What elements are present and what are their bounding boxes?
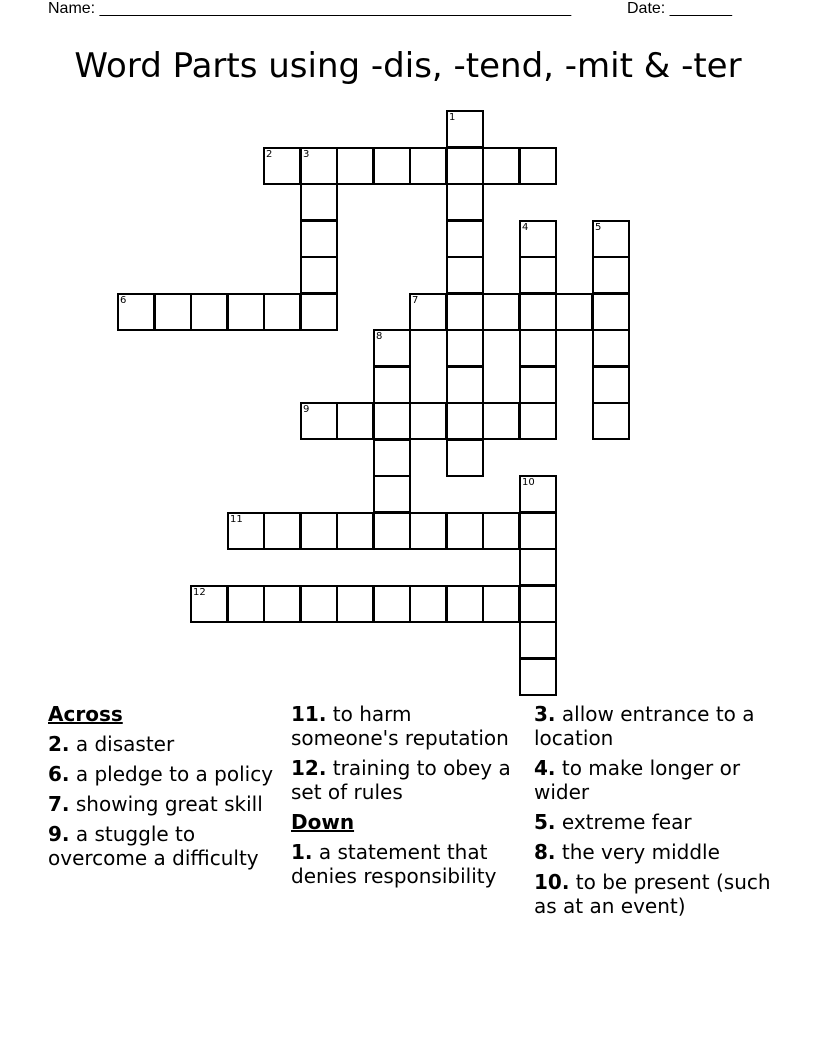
clue-text: showing great skill	[75, 792, 263, 816]
clue-text: allow entrance to a location	[534, 702, 755, 750]
grid-cell[interactable]	[592, 402, 630, 440]
clue-number: 5.	[534, 810, 556, 834]
grid-cell[interactable]	[409, 147, 447, 185]
grid-cell[interactable]	[190, 585, 228, 623]
cell-number: 11	[230, 514, 243, 525]
clue-text: a pledge to a policy	[75, 762, 274, 786]
grid-cell[interactable]	[519, 147, 557, 185]
grid-cell[interactable]	[373, 512, 411, 550]
grid-cell[interactable]	[446, 329, 484, 367]
grid-cell[interactable]	[263, 293, 301, 331]
grid-cell[interactable]	[446, 256, 484, 294]
cell-number: 12	[193, 587, 206, 598]
grid-cell[interactable]	[519, 256, 557, 294]
clue-text: to make longer or wider	[534, 756, 741, 804]
clue-number: 2.	[48, 732, 70, 756]
clue-number: 3.	[534, 702, 556, 726]
grid-cell[interactable]	[336, 512, 374, 550]
grid-cell[interactable]	[446, 402, 484, 440]
grid-cell[interactable]	[446, 147, 484, 185]
grid-cell[interactable]	[519, 220, 557, 258]
across-clue-12	[291, 756, 523, 804]
grid-cell[interactable]	[227, 585, 265, 623]
down-heading: Down	[291, 810, 355, 834]
grid-cell[interactable]	[336, 147, 374, 185]
grid-cell[interactable]	[300, 256, 338, 294]
grid-cell[interactable]	[373, 147, 411, 185]
grid-cell[interactable]	[592, 293, 630, 331]
page-title: Word Parts using -dis, -tend, -mit & -ter	[74, 46, 742, 86]
clue-number: 11.	[291, 702, 327, 726]
down-clue-10	[534, 870, 774, 918]
grid-cell[interactable]	[300, 512, 338, 550]
grid-cell[interactable]	[446, 110, 484, 148]
grid-cell[interactable]	[190, 293, 228, 331]
grid-cell[interactable]	[446, 366, 484, 404]
grid-cell[interactable]	[373, 439, 411, 477]
across-heading: Across	[48, 702, 123, 726]
grid-cell[interactable]	[373, 329, 411, 367]
grid-cell[interactable]	[263, 585, 301, 623]
date-field: Date: _______	[627, 0, 732, 17]
grid-cell[interactable]	[300, 183, 338, 221]
clues-column-1	[48, 702, 278, 876]
grid-cell[interactable]	[409, 402, 447, 440]
cell-number: 7	[412, 295, 419, 306]
grid-cell[interactable]	[446, 439, 484, 477]
grid-cell[interactable]	[154, 293, 192, 331]
down-clue-8	[534, 840, 774, 864]
clue-number: 4.	[534, 756, 556, 780]
clue-number: 6.	[48, 762, 70, 786]
grid-cell[interactable]	[227, 512, 265, 550]
grid-cell[interactable]	[519, 658, 557, 696]
cell-number: 2	[266, 149, 273, 160]
down-clue-5	[534, 810, 774, 834]
grid-cell[interactable]	[519, 329, 557, 367]
grid-cell[interactable]	[117, 293, 155, 331]
grid-cell[interactable]	[446, 183, 484, 221]
grid-cell[interactable]	[592, 366, 630, 404]
grid-cell[interactable]	[373, 475, 411, 513]
grid-cell[interactable]	[482, 512, 520, 550]
grid-cell[interactable]	[592, 329, 630, 367]
clue-number: 8.	[534, 840, 556, 864]
down-clue-1	[291, 840, 523, 888]
clue-number: 1.	[291, 840, 313, 864]
grid-cell[interactable]	[592, 256, 630, 294]
grid-cell[interactable]	[519, 293, 557, 331]
clue-text: training to obey a set of rules	[291, 756, 511, 804]
cell-number: 8	[376, 331, 383, 342]
grid-cell[interactable]	[446, 220, 484, 258]
grid-cell[interactable]	[519, 475, 557, 513]
clues-column-2	[291, 702, 523, 894]
grid-cell[interactable]	[409, 585, 447, 623]
clue-number: 7.	[48, 792, 70, 816]
grid-cell[interactable]	[519, 585, 557, 623]
clue-text: to harm someone's reputation	[291, 702, 509, 750]
cell-number: 5	[595, 222, 602, 233]
grid-cell[interactable]	[227, 293, 265, 331]
grid-cell[interactable]	[592, 220, 630, 258]
grid-cell[interactable]	[409, 512, 447, 550]
grid-cell[interactable]	[519, 512, 557, 550]
grid-cell[interactable]	[336, 585, 374, 623]
clue-text: extreme fear	[561, 810, 692, 834]
grid-cell[interactable]	[519, 366, 557, 404]
grid-cell[interactable]	[300, 585, 338, 623]
grid-cell[interactable]	[446, 585, 484, 623]
grid-cell[interactable]	[519, 548, 557, 586]
grid-cell[interactable]	[482, 293, 520, 331]
cell-number: 3	[303, 149, 310, 160]
clue-text: a disaster	[75, 732, 175, 756]
cell-number: 10	[522, 477, 535, 488]
clue-text: a statement that denies responsibility	[291, 840, 497, 888]
grid-cell[interactable]	[373, 366, 411, 404]
clue-number: 10.	[534, 870, 570, 894]
across-clue-2	[48, 732, 278, 756]
grid-cell[interactable]	[300, 402, 338, 440]
grid-cell[interactable]	[336, 402, 374, 440]
grid-cell[interactable]	[263, 512, 301, 550]
down-clue-3	[534, 702, 774, 750]
clue-number: 12.	[291, 756, 327, 780]
clue-text: a stuggle to overcome a difficulty	[48, 822, 259, 870]
cell-number: 4	[522, 222, 529, 233]
cell-number: 9	[303, 404, 310, 415]
grid-cell[interactable]	[446, 293, 484, 331]
grid-cell[interactable]	[300, 293, 338, 331]
grid-cell[interactable]	[373, 585, 411, 623]
across-clue-7	[48, 792, 278, 816]
cell-number: 1	[449, 112, 456, 123]
grid-cell[interactable]	[300, 220, 338, 258]
grid-cell[interactable]	[519, 402, 557, 440]
grid-cell[interactable]	[482, 147, 520, 185]
grid-cell[interactable]	[263, 147, 301, 185]
grid-cell[interactable]	[409, 293, 447, 331]
down-clue-4	[534, 756, 774, 804]
grid-cell[interactable]	[555, 293, 593, 331]
grid-cell[interactable]	[373, 402, 411, 440]
grid-cell[interactable]	[482, 585, 520, 623]
clue-text: the very middle	[561, 840, 720, 864]
grid-cell[interactable]	[482, 402, 520, 440]
clue-number: 9.	[48, 822, 70, 846]
across-clue-6	[48, 762, 278, 786]
grid-cell[interactable]	[519, 621, 557, 659]
across-clue-9	[48, 822, 278, 870]
across-clue-11	[291, 702, 523, 750]
cell-number: 6	[120, 295, 127, 306]
clues-column-3	[534, 702, 774, 924]
grid-cell[interactable]	[446, 512, 484, 550]
grid-cell[interactable]	[300, 147, 338, 185]
clue-text: to be present (such as at an event)	[534, 870, 771, 918]
name-field: Name: _____________________________________________________	[48, 0, 572, 17]
